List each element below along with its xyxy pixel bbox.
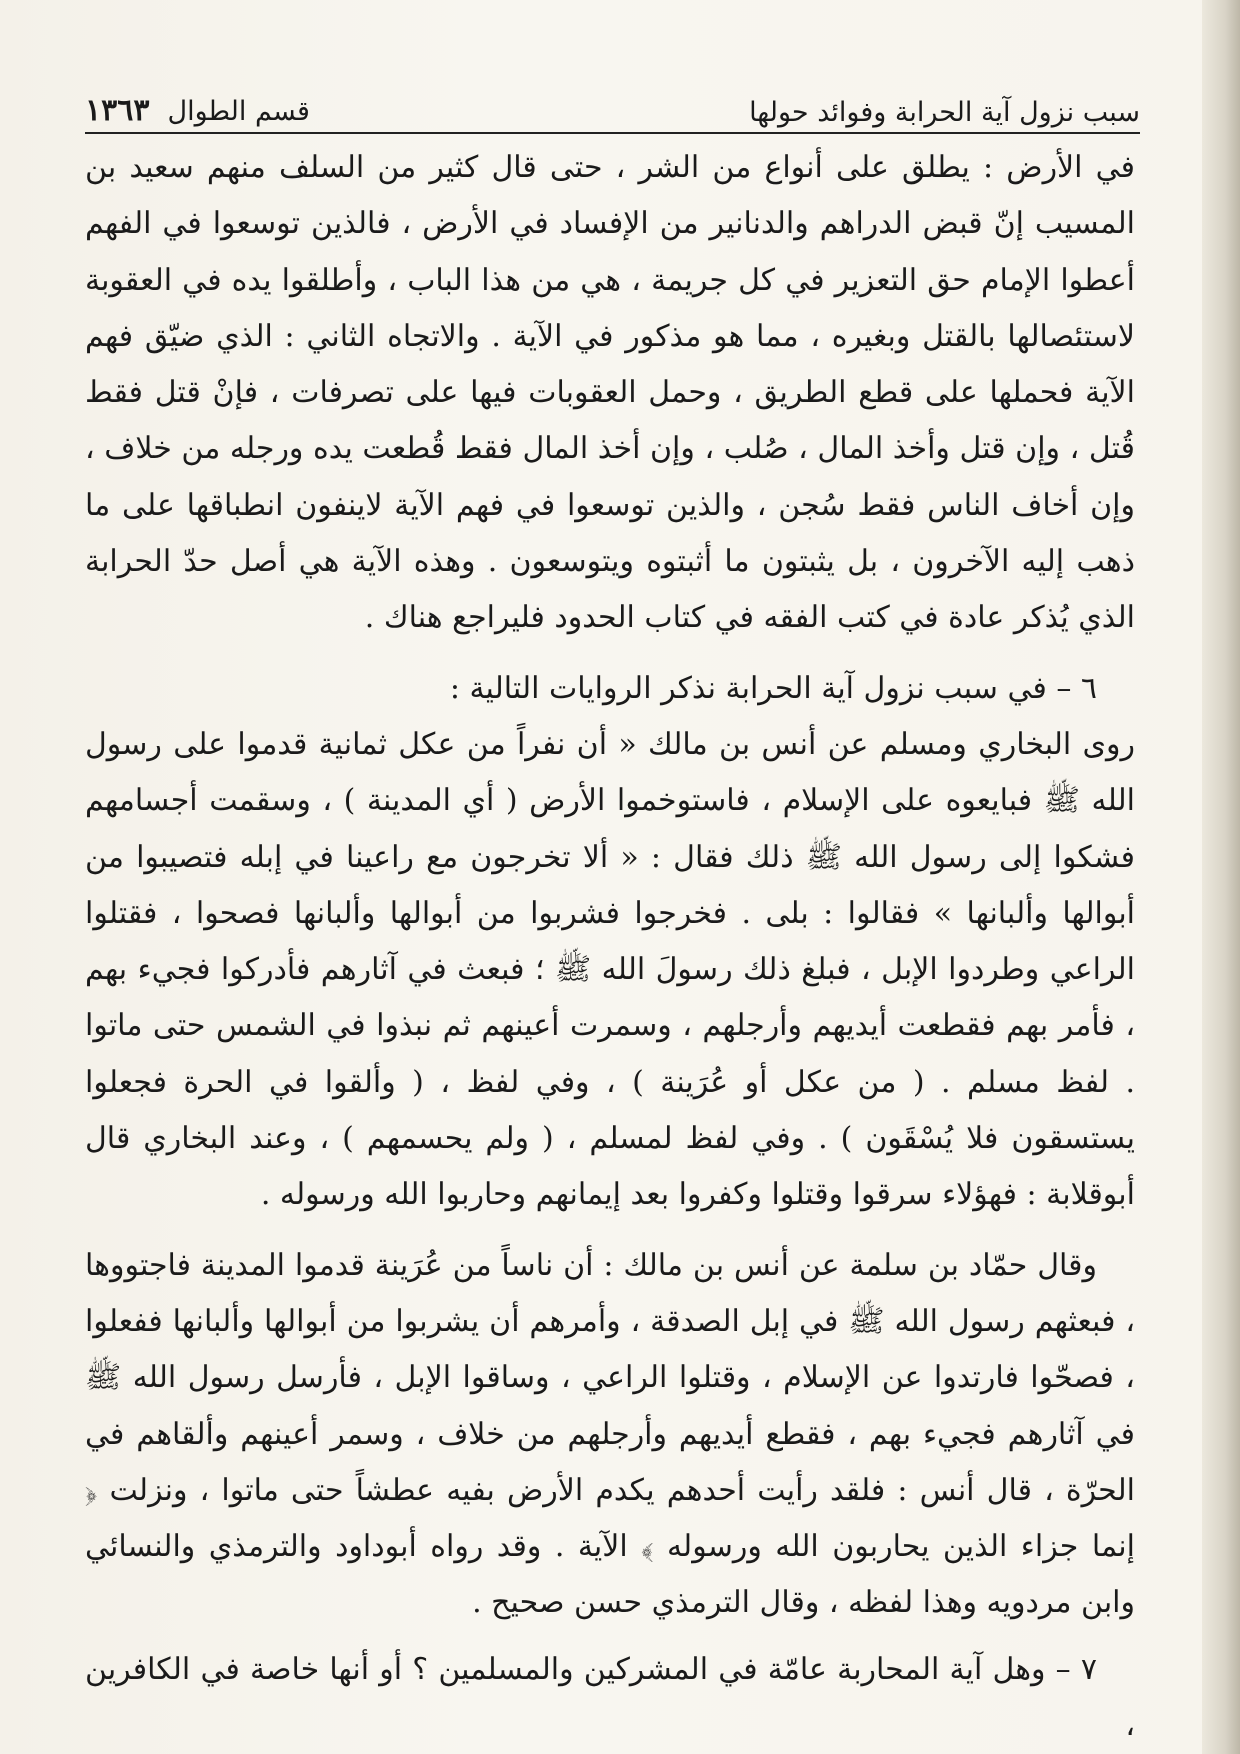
- paragraph-4: وقال حمّاد بن سلمة عن أنس بن مالك : أن ناساً من عُرَينة قدموا المدينة فاجتووها ، فبعثهم رسول الله ﷺ في إبل الصدقة ، وأمرهم أن يشربوا من أبوالها وألبانها ففعلوا ، فصحّوا فارتدوا عن الإسلام ، وقتلوا الراعي ، وساقوا الإبل ، فأرسل رسول الله ﷺ في آثارهم فجيء بهم ، فقطع أيديهم وأرجلهم من خلاف ، وسمر أعينهم وألقاهم في الحرّة ، قال أنس : فلقد رأيت أحدهم يكدم الأرض بفيه عطشاً حتى ماتوا ، ونزلت ﴿ إنما جزاء الذين يحاربون الله ورسوله ﴾ الآية . وقد رواه أبوداود والترمذي والنسائي وابن مردويه وهذا لفظه ، وقال الترمذي حسن صحيح .: [85, 1247, 1135, 1621]
- section-and-page: [85, 93, 310, 128]
- header-rule: [85, 132, 1140, 134]
- running-header: [85, 78, 1140, 128]
- paragraph-heading-6: ٦ – في سبب نزول آية الحرابة نذكر الروايات التالية :: [449, 670, 1097, 706]
- chapter-title: سبب نزول آية الحرابة وفوائد حولها: [749, 97, 1140, 128]
- page-body: [85, 140, 1135, 1754]
- book-gutter-shadow: [1202, 0, 1240, 1754]
- section-label: قسم الطوال: [167, 96, 310, 127]
- spacer: [85, 1224, 1135, 1238]
- spacer: [85, 1632, 1135, 1642]
- paragraph-3: روى البخاري ومسلم عن أنس بن مالك « أن نفراً من عكل ثمانية قدموا على رسول الله ﷺ فبايعوه على الإسلام ، فاستوخموا الأرض ( أي المدينة ) ، وسقمت أجسامهم فشكوا إلى رسول الله ﷺ ذلك فقال : « ألا تخرجون مع راعينا في إبله فتصيبوا من أبوالها وألبانها » فقالوا : بلى . فخرجوا فشربوا من أبوالها وألبانها فصحوا ، فقتلوا الراعي وطردوا الإبل ، فبلغ ذلك رسولَ الله ﷺ ؛ فبعث في آثارهم فأدركوا فجيء بهم ، فأمر بهم فقطعت أيديهم وأرجلهم ، وسمرت أعينهم ثم نبذوا في الشمس حتى ماتوا . لفظ مسلم . ( من عكل أو عُرَينة ) ، وفي لفظ ، ( وألقوا في الحرة فجعلوا يستسقون فلا يُسْقَون ) . وفي لفظ لمسلم ، ( ولم يحسمهم ) ، وعند البخاري قال أبوقلابة : فهؤلاء سرقوا وقتلوا وكفروا بعد إيمانهم وحاربوا الله ورسوله .: [85, 726, 1135, 1213]
- paragraph-heading-7: ٧ – وهل آية المحاربة عامّة في المشركين والمسلمين ؟ أو أنها خاصة في الكافرين ،: [85, 1651, 1135, 1744]
- page-number: ١٣٦٣: [85, 93, 150, 128]
- paragraph-1: في الأرض : يطلق على أنواع من الشر ، حتى قال كثير من السلف منهم سعيد بن المسيب إنّ قبض الدراهم والدنانير من الإفساد في الأرض ، فالذين توسعوا في الفهم أعطوا الإمام حق التعزير في كل جريمة ، هي من هذا الباب ، وأطلقوا يده في العقوبة لاستئصالها بالقتل وبغيره ، مما هو مذكور في الآية . والاتجاه الثاني : الذي ضيّق فهم الآية فحملها على قطع الطريق ، وحمل العقوبات فيها على تصرفات ، فإنْ قتل فقط قُتل ، وإن قتل وأخذ المال ، صُلب ، وإن أخذ المال فقط قُطعت يده ورجله من خلاف ، وإن أخاف الناس فقط سُجن ، والذين توسعوا في فهم الآية لاينفون انطباقها على ما ذهب إليه الآخرون ، بل يثبتون ما أثبتوه ويتوسعون . وهذه الآية هي أصل حدّ الحرابة الذي يُذكر عادة في كتب الفقه في كتاب الحدود فليراجع هناك .: [85, 150, 1135, 636]
- spacer: [85, 647, 1135, 661]
